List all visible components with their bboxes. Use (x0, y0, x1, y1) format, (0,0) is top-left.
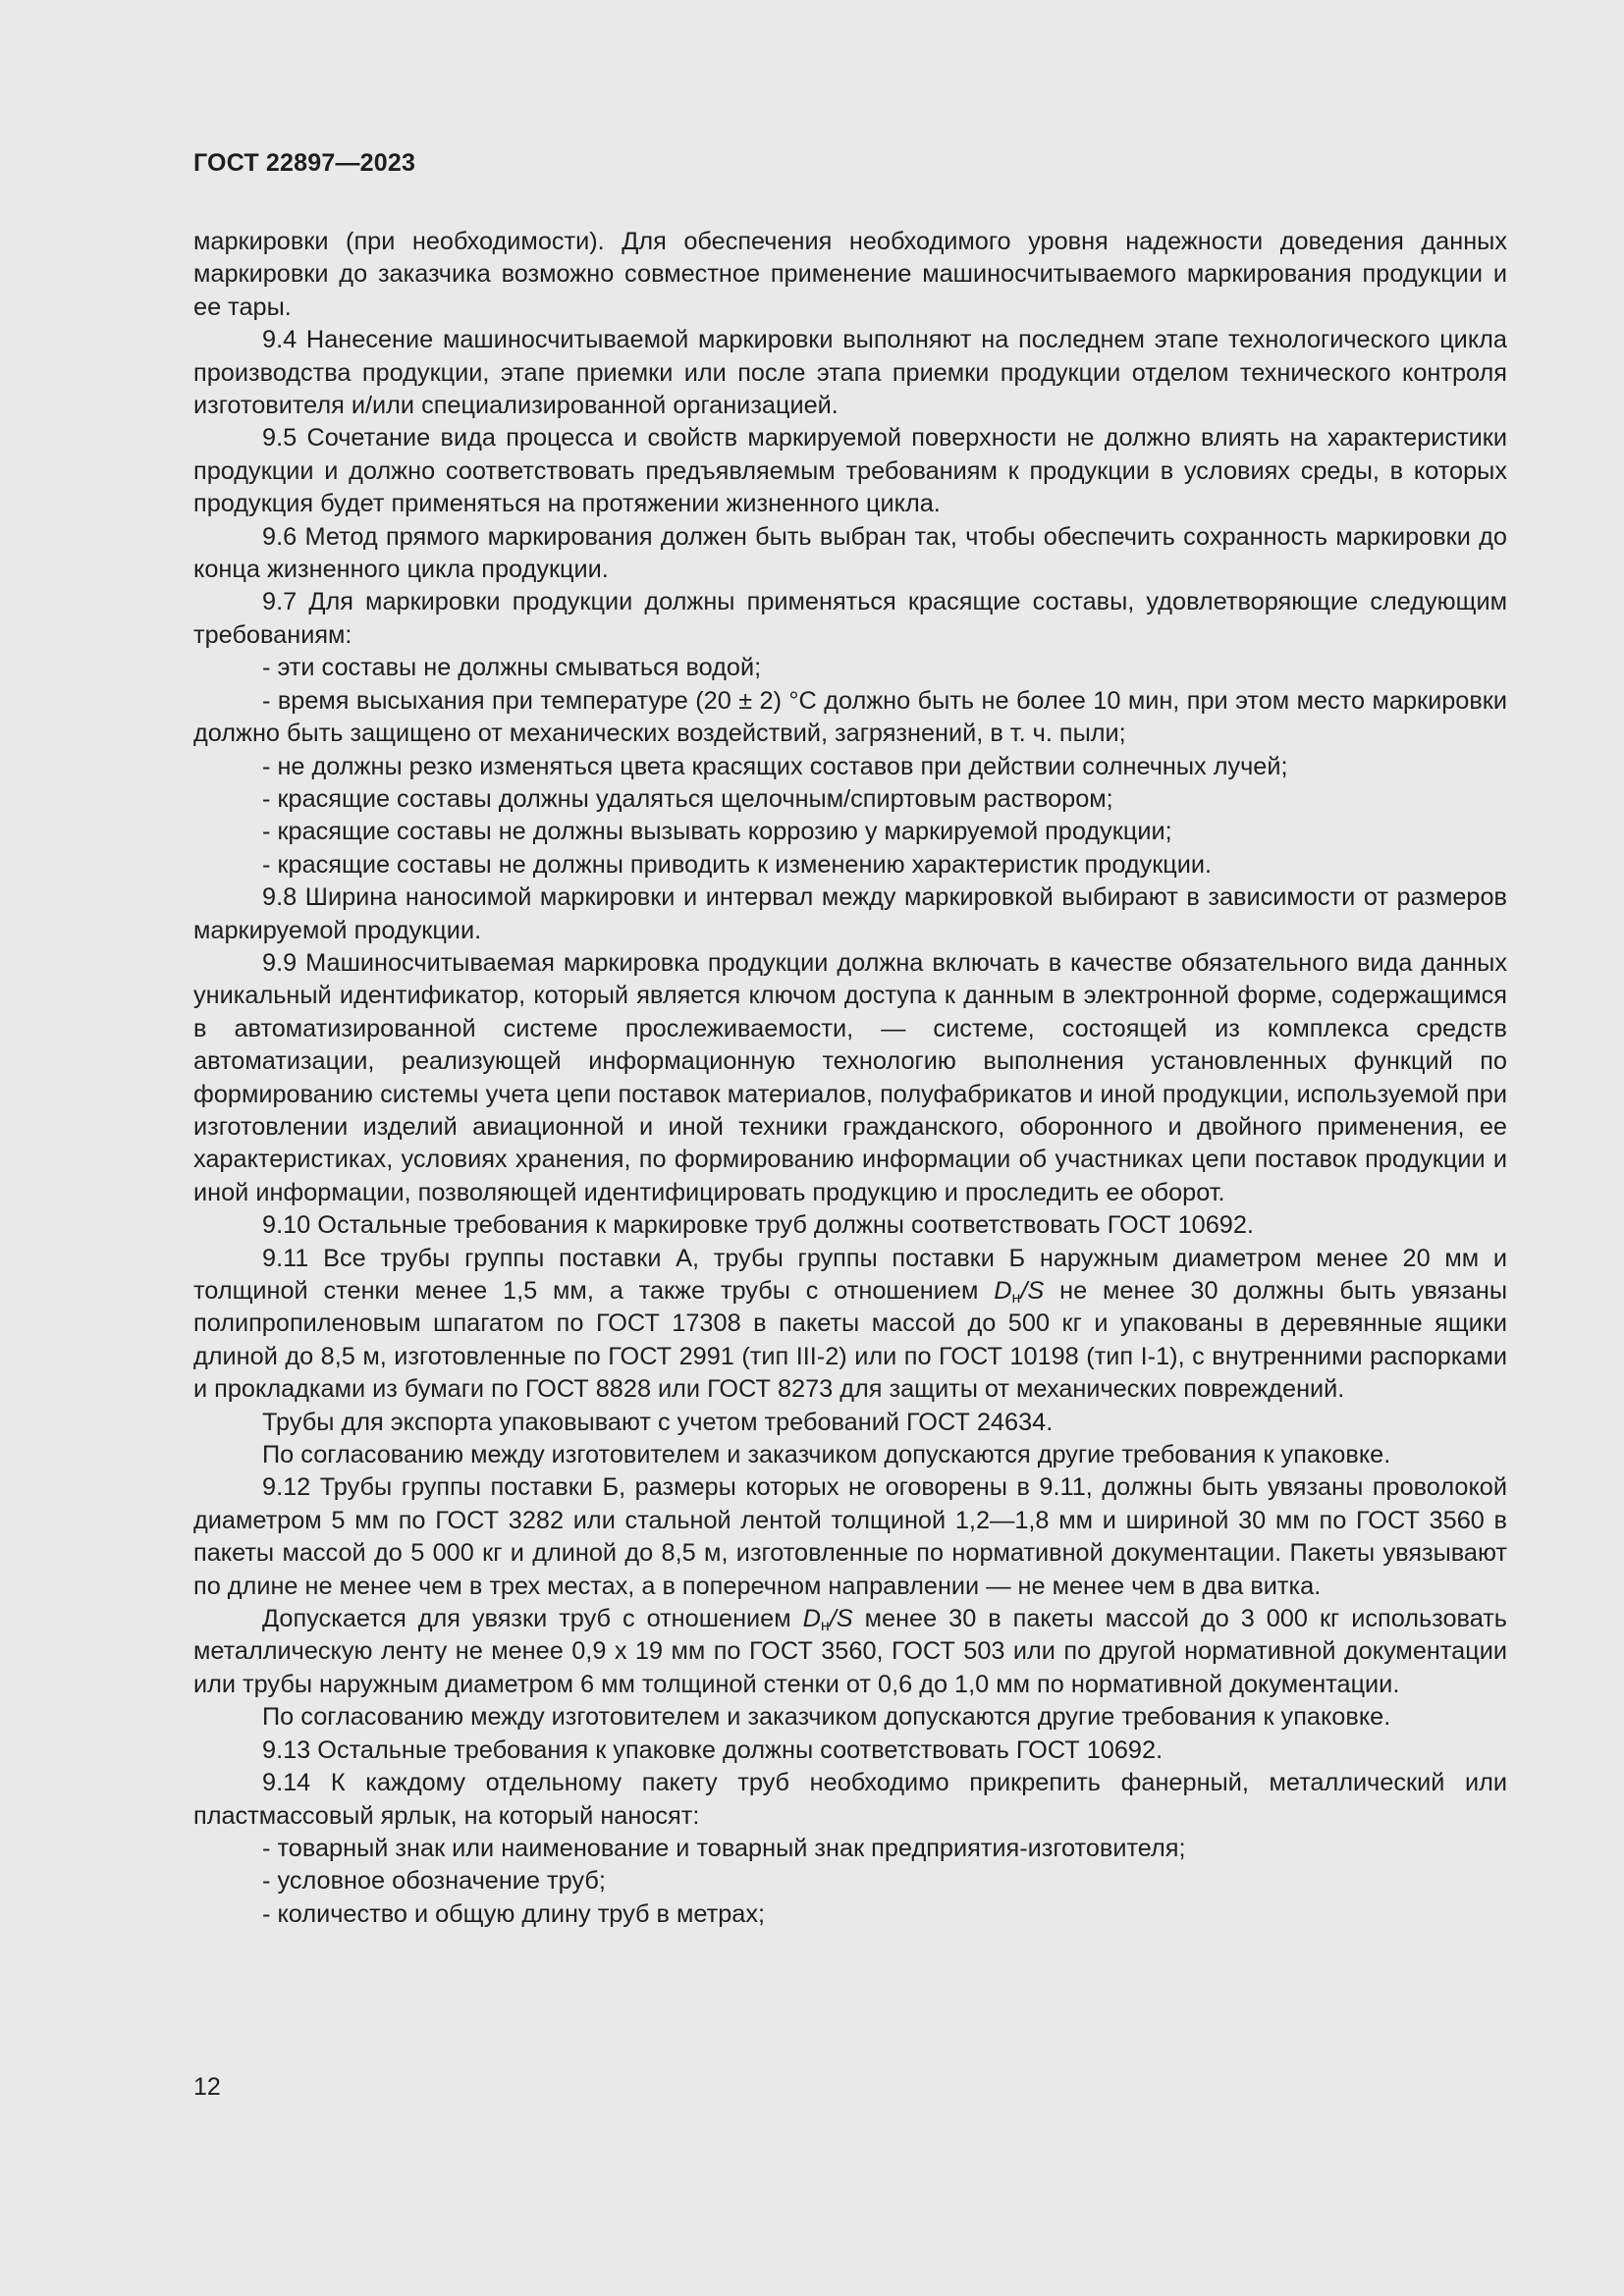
document-header: ГОСТ 22897—2023 (193, 149, 416, 177)
paragraph: По согласованию между изготовителем и заказчиком допускаются другие требования к упаковке. (262, 1441, 1391, 1469)
clause-9-4: 9.4 Нанесение машиносчитываемой маркировки выполняют на последнем этапе технологического цикла производства продукции, этапе приемки или после этапа приемки продукции отделом технического контроля изготовителя и/или специализированной организацией. (193, 326, 1507, 420)
clause-9-12: 9.12 Трубы группы поставки Б, размеры которых не оговорены в 9.11, должны быть увязаны проволокой диаметром 5 мм по ГОСТ 3282 или стальной лентой толщиной 1,2—1,8 мм и шириной 30 мм по ГОСТ 3560 в пакеты массой до 5 000 кг и длиной до 8,5 м, изготовленные по нормативной документации. Пакеты увязывают по длине не менее чем в трех местах, а в поперечном направлении — не менее чем в два витка. (193, 1473, 1507, 1600)
list-item: - условное обозначение труб; (262, 1867, 606, 1896)
clause-9-9: 9.9 Машиносчитываемая маркировка продукции должна включать в качестве обязательного вида данных уникальный идентификатор, который является ключом доступа к данным в электронной форме, содержащимся в автоматизированной системе прослеживаемости, — системе, состоящей из комплекса средств автоматизации, реализующей информационную технологию выполнения установленных функций по формированию системы учета цепи поставок материалов, полуфабрикатов и иной продукции, используемой при изготовлении изделий авиационной и иной техники гражданского, оборонного и двойного применения, ее характеристиках, условиях хранения, по формированию информации об участниках цепи поставок продукции и иной информации, позволяющей идентифицировать продукцию и проследить ее оборот. (193, 948, 1507, 1206)
text-run: менее 30 в пакеты массой до 3 000 кг использовать металлическую ленту не менее 0,9 х 19 мм по ГОСТ 3560, ГОСТ 503 или по другой нормативной документации или трубы наружным диаметром 6 мм толщиной стенки от 0,6 до 1,0 мм по нормативной документации. (193, 1605, 1507, 1698)
list-item: - красящие составы должны удаляться щелочным/спиртовым раствором; (262, 784, 1113, 813)
formula-symbol: /S (1020, 1277, 1045, 1305)
list-item: - красящие составы не должны вызывать коррозию у маркируемой продукции; (262, 818, 1172, 846)
list-item: - не должны резко изменяться цвета красящих составов при действии солнечных лучей; (262, 752, 1288, 780)
clause-9-7: 9.7 Для маркировки продукции должны применяться красящие составы, удовлетворяющие следующим требованиям: (193, 588, 1507, 649)
document-body (193, 226, 1507, 1931)
clause-9-10: 9.10 Остальные требования к маркировке труб должны соответствовать ГОСТ 10692. (262, 1211, 1254, 1240)
clause-9-6: 9.6 Метод прямого маркирования должен быть выбран так, чтобы обеспечить сохранность маркировки до конца жизненного цикла продукции. (193, 522, 1507, 584)
clause-9-11 (193, 1243, 1507, 1407)
clause-9-5: 9.5 Сочетание вида процесса и свойств маркируемой поверхности не должно влиять на характеристики продукции и должно соответствовать предъявляемым требованиям к продукции в условиях среды, в которых продукция будет применяться на протяжении жизненного цикла. (193, 424, 1507, 518)
paragraph (193, 1603, 1507, 1701)
paragraph: маркировки (при необходимости). Для обеспечения необходимого уровня надежности доведения данных маркировки до заказчика возможно совместное применение машиносчитываемого маркирования продукции и ее тары. (193, 228, 1507, 321)
paragraph: Трубы для экспорта упаковывают с учетом требований ГОСТ 24634. (262, 1408, 1054, 1436)
clause-9-13: 9.13 Остальные требования к упаковке должны соответствовать ГОСТ 10692. (262, 1735, 1164, 1764)
list-item: - красящие составы не должны приводить к изменению характеристик продукции. (262, 850, 1213, 879)
list-item: - время высыхания при температуре (20 ± 2) °С должно быть не более 10 мин, при этом место маркировки должно быть защищено от механических воздействий, загрязнений, в т. ч. пыли; (193, 686, 1507, 748)
text-run: Допускается для увязки труб с отношением (262, 1605, 803, 1633)
page-number: 12 (193, 2073, 221, 2101)
list-item: - товарный знак или наименование и товарный знак предприятия-изготовителя; (262, 1834, 1186, 1862)
text-run: 9.11 Все трубы группы поставки А, трубы группы поставки Б наружным диаметром менее 20 мм и толщиной стенки менее 1,5 мм, а также трубы с отношением (193, 1244, 1507, 1305)
clause-9-14: 9.14 К каждому отдельному пакету труб необходимо прикрепить фанерный, металлический или пластмассовый ярлык, на который наносят: (193, 1769, 1507, 1830)
clause-9-8: 9.8 Ширина наносимой маркировки и интервал между маркировкой выбирают в зависимости от размеров маркируемой продукции. (193, 883, 1507, 944)
formula-subscript: н (1011, 1290, 1021, 1307)
formula-symbol: D (802, 1605, 821, 1633)
list-item: - эти составы не должны смываться водой; (262, 654, 762, 682)
paragraph: По согласованию между изготовителем и заказчиком допускаются другие требования к упаковке. (262, 1703, 1391, 1732)
formula-symbol: D (994, 1277, 1012, 1305)
list-item: - количество и общую длину труб в метрах; (262, 1899, 766, 1928)
formula-subscript: н (820, 1618, 830, 1635)
text-run: не менее 30 должны быть увязаны полипропиленовым шпагатом по ГОСТ 17308 в пакеты массой до 500 кг и упакованы в деревянные ящики длиной до 8,5 м, изготовленные по ГОСТ 2991 (тип III-2) или по ГОСТ 10198 (тип I-1), с внутренними распорками и прокладками из бумаги по ГОСТ 8828 или ГОСТ 8273 для защиты от механических повреждений. (193, 1277, 1507, 1404)
formula-symbol: /S (829, 1605, 853, 1633)
